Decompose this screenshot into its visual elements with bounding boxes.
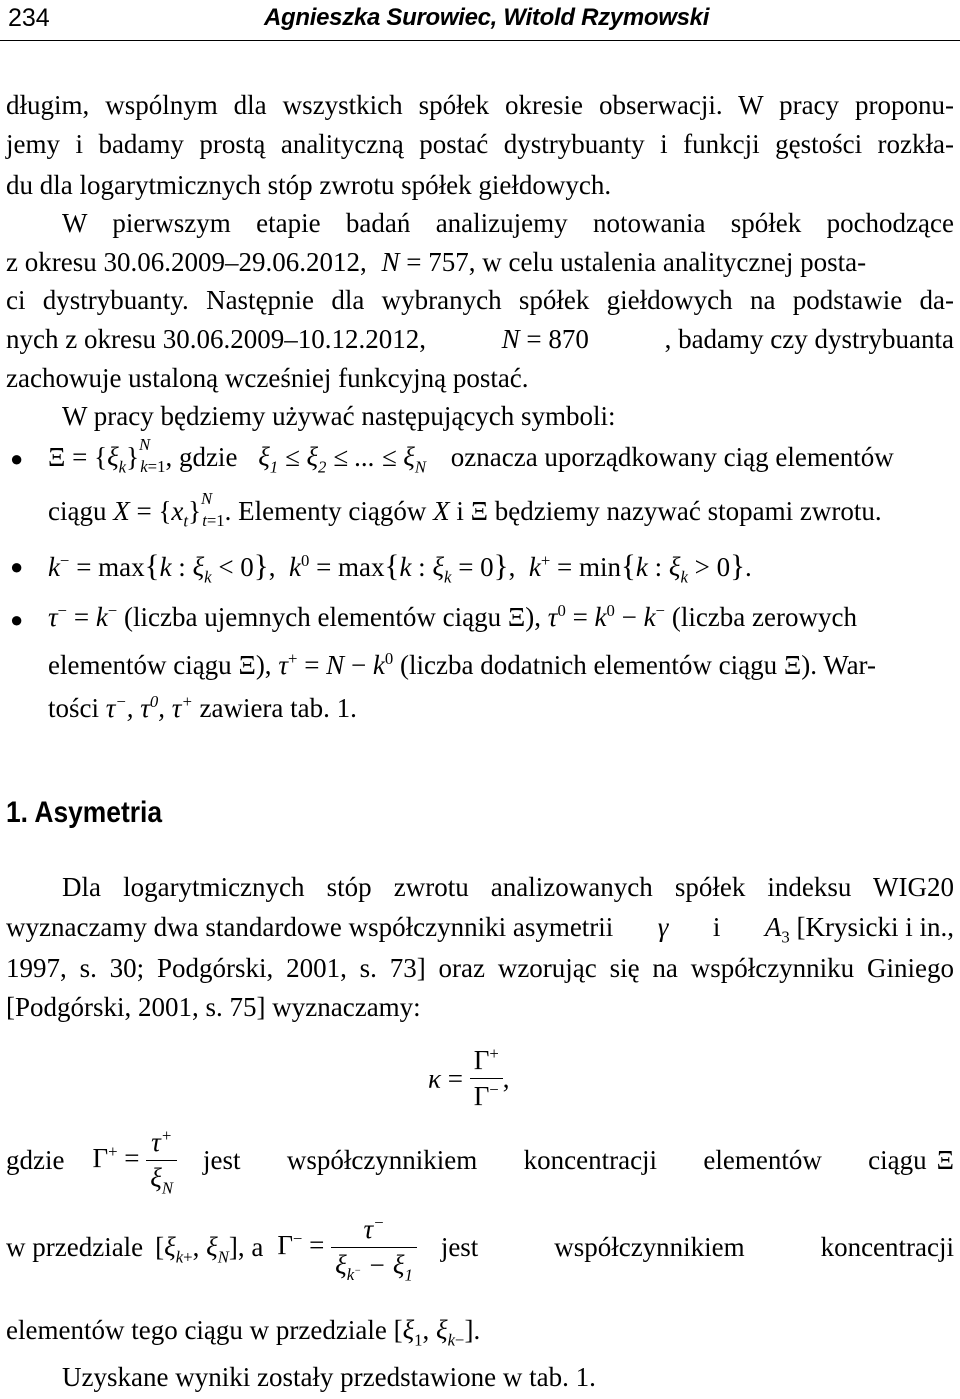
para4-line3: 1997, s. 30; Podgórski, 2001, s. 73] oraz wzorując się na współczynniku Giniego [6, 953, 954, 983]
para1-line2: jemy i badamy prostą analityczną postać dystrybuanty i funkcji gęstości rozkła- [6, 129, 954, 159]
text-w-przedziale: w przedziale [6, 1232, 144, 1263]
page-number: 234 [8, 4, 50, 32]
bullet-1: ● [10, 446, 24, 471]
para4-line2 [6, 910, 954, 945]
symbol-Xi: Ξ [507, 602, 526, 632]
word-i: i [712, 912, 721, 942]
bullet-3: ● [10, 607, 24, 632]
text-elementow: elementów ciągu [48, 650, 232, 680]
word-gdzie: , gdzie [165, 442, 238, 472]
para1-line1: długim, wspólnym dla wszystkich spółek okresie obserwacji. W pracy proponu- [6, 90, 954, 120]
period-1: z okresu 30.06.2009–29.06.2012, [6, 247, 367, 277]
symbol-Xi: Ξ [470, 496, 488, 526]
formula-tau-values: τ−, $\tau^0$, τ+ [105, 692, 193, 723]
text-elementy: . Elementy ciągów [224, 496, 427, 526]
para5-final: Uzyskane wyniki zostały przedstawione w tab. 1. [62, 1362, 596, 1392]
formula-kappa: κ = $\frac{\Gamma^+}{\Gamma^-}$ , [428, 1044, 510, 1114]
text-wyznaczamy: wyznaczamy dwa standardowe współczynniki asymetrii [6, 912, 614, 942]
formula-k-definitions: k− = max{k : $\xi_k < 0$}, $k^0 = \max\{k$ : $\xi_k = 0$}, k+ = min{k : $\xi_k > 0$}. [48, 548, 752, 587]
N-value-870: 870 [548, 324, 589, 354]
symbol-gamma: γ [657, 912, 669, 942]
formula-xi-sequence: $\Xi = \{\xi_k\}^N_{k=1}$ [48, 435, 166, 477]
N-value-757: 757 [428, 247, 469, 277]
bullet1-line2 [48, 489, 882, 531]
para5-line2 [6, 1213, 954, 1283]
formula-ordering: $\xi_1 \le \xi_2$ ≤ ... ≤ $\xi_N$ [258, 442, 427, 477]
para2-line3: ci dystrybuanty. Następnie dla wybranych spółek giełdowych na podstawie da- [6, 285, 954, 315]
word-a: , a [237, 1232, 264, 1263]
running-title: Agnieszka Surowiec, Witold Rzymowski [264, 4, 710, 31]
text-koncentracji-2: jest współczynnikiem koncentracji [440, 1232, 954, 1263]
para4-line1: Dla logarytmicznych stóp zwrotu analizowanych spółek indeksu WIG20 [62, 872, 954, 902]
text-war: ). War- [801, 650, 877, 680]
para4-line4: [Podgórski, 2001, s. 75] wyznaczamy: [6, 992, 421, 1022]
symbol-Xi: Ξ [238, 650, 256, 680]
para2-line1: W pierwszym etapie badań analizujemy notowania spółek pochodzące [62, 208, 954, 238]
formula-gamma-plus: Γ+ = $\frac{\tau^+}{\xi_N}$ [92, 1126, 177, 1196]
formula-tau-plus: $\tau^+ = N - k^0$ [278, 649, 394, 680]
text-zerowych: (liczba zerowych [671, 602, 857, 632]
formula-interval-1: [$\xi_{k+}$, $\xi_N$] [155, 1232, 238, 1267]
para2-line2: z okresu 30.06.2009–29.06.2012, N = 757, w celu ustalenia analitycznej posta- [6, 247, 867, 277]
formula-tau-minus: τ− = k− [48, 601, 118, 632]
formula-interval-2: [$\xi_1$, $\xi_{k-}$]. [393, 1315, 481, 1350]
para2-line5: zachowuje ustaloną wcześniej funkcyjną postać. [6, 363, 529, 393]
symbols-intro: W pracy będziemy używać następujących symboli: [62, 401, 616, 431]
para2-line4-rest: , badamy czy dystrybuanta [664, 324, 954, 354]
page-header [0, 0, 960, 41]
citation-krysicki: [Krysicki i in., [796, 912, 954, 942]
formula-x-sequence: $X = \{x_t\}^N_{t=1}$ [113, 489, 225, 531]
symbol-X: X [433, 496, 450, 526]
para2-line2-rest: , w celu ustalenia analitycznej posta- [468, 247, 867, 277]
section-heading: 1. Asymetria [6, 796, 163, 829]
para1-line3: du dla logarytmicznych stóp zwrotu spółek giełdowych. [6, 170, 612, 200]
text-elementow-tego: elementów tego ciągu w przedziale [6, 1315, 387, 1345]
text-dodatnich: (liczba dodatnich elementów ciągu [400, 650, 778, 680]
para5-line3 [6, 1313, 480, 1348]
text-zawiera: zawiera tab. 1. [199, 693, 357, 723]
bullet3-line1: τ− = k− (liczba ujemnych elementów ciągu Ξ), $\tau^0 = k^0 - k^-$ (liczba zerowych [48, 601, 857, 632]
para5-line1 [6, 1126, 954, 1196]
word-i: i [456, 496, 464, 526]
text-stopami: będziemy nazywać stopami zwrotu. [494, 496, 882, 526]
formula-N: N [381, 247, 400, 277]
formula-tau-zero: $\tau^0 = k^0 - k^-$ [547, 601, 666, 632]
bullet3-line3 [48, 691, 357, 726]
para2-line4: nych z okresu 30.06.2009–10.12.2012, N = 870 , badamy czy dystrybuanta [6, 322, 954, 357]
bullet1-line1 [48, 435, 894, 477]
bullet3-line2: elementów ciągu Ξ), $\tau^+ = N - k^0$ (liczba dodatnich elementów ciągu Ξ). War- [48, 649, 877, 680]
period-2: nych z okresu 30.06.2009–10.12.2012, [6, 324, 426, 354]
bullet-2: ● [10, 554, 24, 579]
symbol-Xi: Ξ [936, 1145, 954, 1176]
word-gdzie: gdzie [6, 1145, 65, 1176]
formula-N: N [501, 324, 520, 354]
word-ciagu: ciągu [48, 496, 107, 526]
text-koncentracji-1: jest współczynnikiem koncentracji elementów ciągu [203, 1145, 927, 1176]
formula-gamma-minus: Γ− = $\frac{\tau^-}{\xi_{k^-} - \xi_1}$ [277, 1213, 416, 1283]
symbol-A3: $A_3$ [764, 912, 790, 947]
bullet1-desc: oznacza uporządkowany ciąg elementów [450, 442, 894, 472]
word-tosci: tości [48, 693, 99, 723]
text-ujemnych: (liczba ujemnych elementów ciągu [124, 602, 502, 632]
symbol-Xi: Ξ [783, 650, 802, 680]
